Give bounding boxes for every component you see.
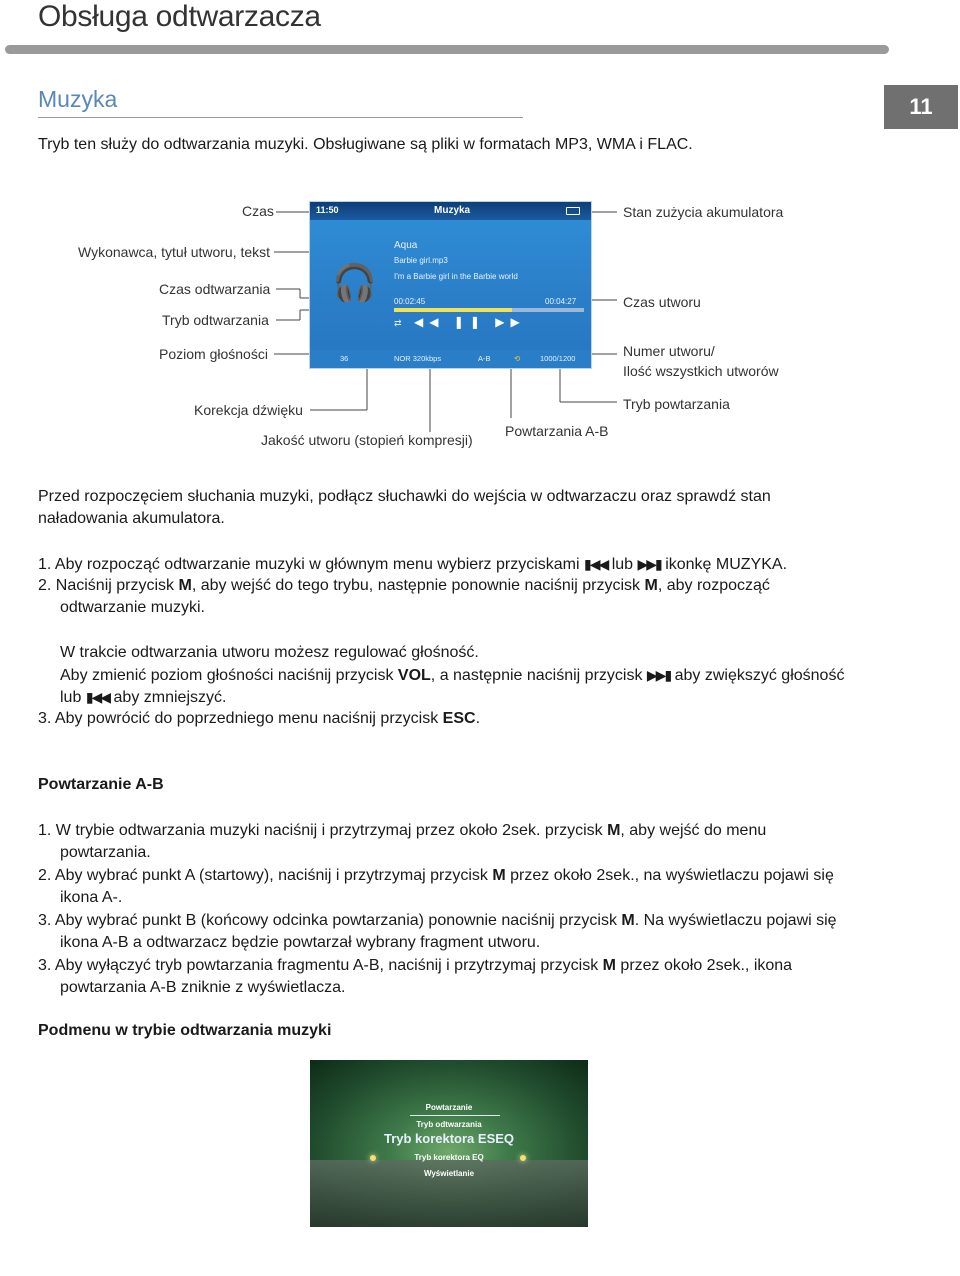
step-1-or: lub: [611, 556, 634, 573]
player-volume: 36: [340, 354, 349, 363]
player-screen: [309, 201, 592, 369]
label-ilosc-utworow: Ilość wszystkich utworów: [623, 363, 779, 379]
player-total: 00:04:27: [545, 297, 577, 306]
label-czas-odtwarzania: Czas odtwarzania: [159, 281, 271, 297]
player-lyric: I'm a Barbie girl in the Barbie world: [394, 272, 518, 281]
ab-step-3-line-2: ikona A-B a odtwarzacz będzie powtarzał wybrany fragment utworu.: [60, 934, 541, 951]
step-2-c: , aby wejść do tego trybu, następnie ponownie naciśnij przycisk: [191, 577, 645, 594]
label-numer-utworu: Numer utworu/: [623, 343, 715, 359]
label-tryb-powtarzania: Tryb powtarzania: [623, 396, 730, 412]
headphones-icon: 🎧: [332, 262, 377, 303]
ab-step-2: [38, 865, 834, 887]
label-powtarzania-ab: Powtarzania A-B: [505, 423, 609, 439]
volume-line-2: [60, 664, 844, 687]
ab-1a: 1. W trybie odtwarzania muzyki naciśnij i przytrzymaj przez około 2sek. przycisk: [38, 822, 608, 839]
label-jakosc: Jakość utworu (stopień kompresji): [261, 432, 473, 448]
ab-step-4-line-2: powtarzania A-B zniknie z wyświetlacza.: [60, 979, 346, 996]
player-elapsed: 00:02:45: [394, 297, 426, 306]
step-2-a: 2. Naciśnij przycisk: [38, 577, 179, 594]
ab-1m: M: [607, 822, 621, 839]
volume-line-3: [60, 686, 226, 709]
ab-1c: , aby wejść do menu: [620, 822, 767, 839]
player-clock: 11:50: [316, 205, 339, 215]
ab-step-4: [38, 955, 792, 977]
ab-4a: 3. Aby wyłączyć tryb powtarzania fragmentu A-B, naciśnij i przytrzymaj przycisk: [38, 957, 603, 974]
next-track-icon: ▶▶▮: [646, 667, 671, 683]
step-2: [38, 575, 770, 597]
label-stan-akumulatora: Stan zużycia akumulatora: [623, 204, 784, 220]
submenu-item: Tryb korektora EQ: [414, 1153, 484, 1162]
page-title: Obsługa odtwarzacza: [38, 0, 321, 33]
volume-2d: aby zwiększyć głośność: [674, 667, 845, 684]
submenu-heading: Podmenu w trybie odtwarzania muzyki: [38, 1022, 332, 1039]
repeat-mode-icon: ⟲: [514, 354, 521, 363]
label-korekcja: Korekcja dźwięku: [194, 402, 303, 418]
submenu-screenshot: [310, 1060, 588, 1227]
battery-icon: [566, 207, 580, 215]
section-divider: [38, 117, 523, 118]
submenu-divider: [410, 1115, 500, 1116]
label-czas-utworu: Czas utworu: [623, 294, 701, 310]
repeat-icon: ⇄: [394, 318, 402, 328]
step-3-c: .: [475, 710, 481, 727]
ab-3a: 3. Aby wybrać punkt B (końcowy odcinka powtarzania) ponownie naciśnij przycisk: [38, 912, 622, 929]
volume-vol: VOL: [397, 667, 431, 684]
ab-step-1: [38, 820, 766, 842]
step-2-m2: M: [644, 577, 658, 594]
ab-4m: M: [602, 957, 616, 974]
ab-step-1-line-2: powtarzania.: [60, 844, 151, 861]
player-file: Barbie girl.mp3: [394, 256, 448, 265]
label-tryb-odtwarzania: Tryb odtwarzania: [162, 312, 269, 328]
step-3-a: 3. Aby powrócić do poprzedniego menu naciśnij przycisk: [38, 710, 443, 727]
step-2-e: , aby rozpocząć: [657, 577, 770, 594]
prev-track-icon: ▮◀◀: [85, 689, 110, 705]
volume-2c: , a następnie naciśnij przycisk: [430, 667, 643, 684]
player-progress-fill: [394, 308, 512, 312]
ab-heading: Powtarzanie A-B: [38, 776, 164, 793]
volume-2a: Aby zmienić poziom głośności naciśnij przycisk: [60, 667, 398, 684]
submenu-item: Powtarzanie: [425, 1103, 473, 1112]
step-2-m: M: [178, 577, 192, 594]
intro-text: Tryb ten służy do odtwarzania muzyki. Obsługiwane są pliki w formatach MP3, WMA i FLAC.: [38, 136, 693, 153]
label-wykonawca: Wykonawca, tytuł utworu, tekst: [78, 244, 271, 260]
ab-2c: przez około 2sek., na wyświetlaczu pojawi się: [505, 867, 834, 884]
section-title: Muzyka: [38, 86, 118, 112]
ab-3c: . Na wyświetlaczu pojawi się: [634, 912, 837, 929]
ab-step-3: [38, 910, 837, 932]
ab-4c: przez około 2sek., ikona: [615, 957, 793, 974]
ab-3m: M: [621, 912, 635, 929]
player-progress-bar: [394, 308, 584, 312]
label-poziom-glosnosci: Poziom głośności: [159, 346, 268, 362]
ab-2a: 2. Aby wybrać punkt A (startowy), naciśnij i przytrzymaj przycisk: [38, 867, 493, 884]
para-1-line-2: naładowania akumulatora.: [38, 510, 225, 527]
step-2-line-2: odtwarzanie muzyki.: [60, 599, 205, 616]
title-divider: [5, 45, 889, 54]
player-quality: NOR 320kbps: [394, 354, 442, 363]
step-3-esc: ESC: [442, 710, 476, 727]
step-1-text: 1. Aby rozpocząć odtwarzanie muzyki w głównym menu wybierz przyciskami: [38, 556, 580, 573]
prev-track-icon: ▮◀◀: [583, 556, 608, 572]
label-czas: Czas: [242, 203, 274, 219]
ab-step-2-line-2: ikona A-.: [60, 889, 123, 906]
player-mode-title: Muzyka: [434, 205, 471, 216]
player-ab: A-B: [478, 354, 491, 363]
volume-line-1: W trakcie odtwarzania utworu możesz regulować głośność.: [60, 644, 479, 661]
submenu-item: Tryb odtwarzania: [416, 1120, 482, 1129]
step-1: [38, 553, 787, 576]
step-3: [38, 708, 480, 730]
step-1-end: ikonkę MUZYKA.: [665, 556, 788, 573]
player-controls: ◀◀ ❚❚ ▶▶: [414, 315, 526, 329]
volume-3a: lub: [60, 689, 82, 706]
volume-3b: aby zmniejszyć.: [113, 689, 227, 706]
next-track-icon: ▶▶▮: [637, 556, 661, 572]
submenu-item: Wyświetlanie: [423, 1169, 475, 1178]
player-track-count: 1000/1200: [540, 354, 576, 363]
page-number-badge: 11: [884, 85, 958, 129]
para-1-line-1: Przed rozpoczęciem słuchania muzyki, podłącz słuchawki do wejścia w odtwarzaczu oraz sprawdź stan: [38, 488, 771, 505]
player-artist: Aqua: [394, 240, 418, 251]
submenu-item-selected: Tryb korektora ESEQ: [383, 1131, 515, 1146]
ab-2m: M: [492, 867, 506, 884]
